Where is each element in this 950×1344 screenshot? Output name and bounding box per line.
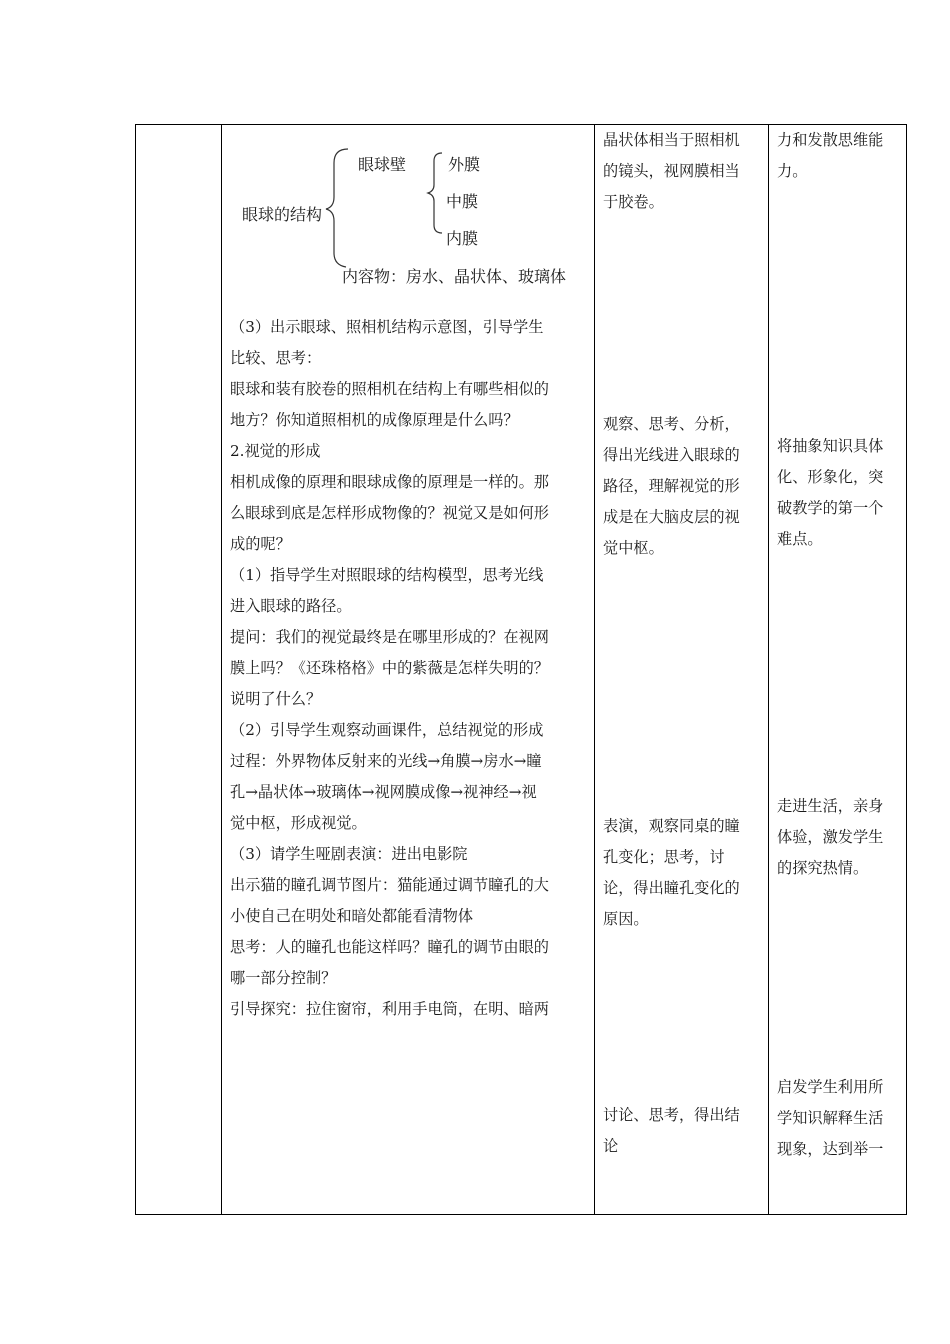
diagram-wall-label: 眼球壁: [358, 155, 407, 174]
design-intent-block: 力和发散思维能 力。: [777, 131, 884, 180]
diagram-wall-part: 外膜: [448, 155, 481, 174]
design-intent-block: 启发学生利用所 学知识解释生活 现象，达到举一: [777, 1078, 884, 1158]
column-divider: [768, 125, 769, 1214]
student-activity-block: 晶状体相当于照相机 的镜头，视网膜相当 于胶卷。: [603, 131, 740, 211]
design-intent-block: 将抽象知识具体 化、形象化，突 破教学的第一个 难点。: [777, 437, 884, 548]
diagram-wall-part: 中膜: [446, 192, 479, 211]
design-intent-block: 走进生活，亲身 体验，激发学生 的探究热情。: [777, 797, 884, 877]
section-heading: 2.视觉的形成: [230, 442, 321, 460]
teacher-activity-text: （3）出示眼球、照相机结构示意图，引导学生 比较、思考： 眼球和装有胶卷的照相机在结构上有哪些相似的 地方？你知道照相机的成像原理是什么吗？ 2.视觉的形成 相机成像的原理和眼球成像的原理是一样的。那 么眼球到底是怎样形成物像的？视觉又是如何形 成的呢？ （1）指导学生对照眼球的结构模型，思考光线 进入眼球的路径。 提问：我们的视觉最终是在哪里形成的？在视网 膜上吗？《还珠格格》中的紫薇是怎样失明的？ 说明了什么？ （2）引导学生观察动画课件，总结视觉的形成 过程：外界物体反射来的光线→角膜→房水→瞳 孔→晶状体→玻璃体→视网膜成像→视神经→视 觉中枢，形成视觉。 （3）请学生哑剧表演：进出电影院 出示猫的瞳孔调节图片：猫能通过调节瞳孔的大 小使自己在明处和暗处都能看清物体 思考：人的瞳孔也能这样吗？瞳孔的调节由眼的 哪一部分控制？ 引导探究：拉住窗帘，利用手电筒，在明、暗两: [230, 318, 549, 1018]
brace-lines: [230, 131, 600, 301]
column-divider: [221, 125, 222, 1214]
diagram-wall-part: 内膜: [446, 229, 479, 248]
student-activity-block: 讨论、思考，得出结 论: [603, 1106, 740, 1155]
lesson-plan-table: [135, 124, 907, 1215]
diagram-contents-label: 内容物：房水、晶状体、玻璃体: [342, 267, 567, 286]
student-activity-block: 观察、思考、分析， 得出光线进入眼球的 路径，理解视觉的形 成是在大脑皮层的视 觉中枢。: [603, 415, 740, 557]
diagram-root-label: 眼球的结构: [242, 205, 323, 224]
eyeball-structure-diagram: [230, 131, 600, 301]
student-activity-block: 表演，观察同桌的瞳 孔变化；思考，讨 论，得出瞳孔变化的 原因。: [603, 817, 740, 928]
